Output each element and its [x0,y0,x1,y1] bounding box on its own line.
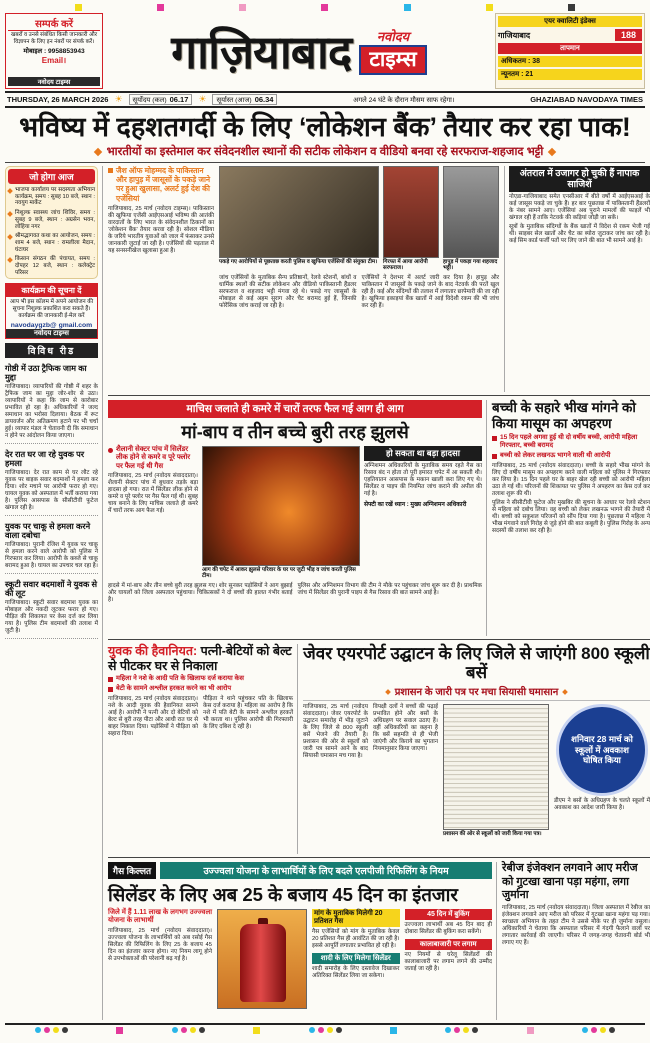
temperature-title: तापमान [498,43,642,54]
photo-caption: आग की चपेट में आकर झुलसे परिवार के घर पर जुटी भीड़ व जांच करती पुलिस टीम। [202,567,356,580]
registration-dot [336,1027,342,1033]
aqi-city: गाजियाबाद [498,30,531,40]
agenda-text: निशुल्क स्वास्थ्य जांच शिविर, समय : सुबह 9 बजे, स्थान : अग्रसेन भवन, लोहिया नगर [15,210,95,230]
registration-dot [199,1027,205,1033]
belt-body-col2: पीड़िता ने थाने पहुंचकर पति के खिलाफ केस दर्ज कराया है। महिला का आरोप है कि नशे में पति बेटी के सामने अश्लील हरकतें भी करता था। पुलिस आरोपी की गिरफ्तारी के लिए दबिश दे रही है। [203,696,293,730]
aqi-value-badge: 188 [615,29,642,41]
registration-dot [445,1027,451,1033]
contact-email-label: Email। [41,56,67,66]
lead-subhead [5,144,645,163]
belt-bullet-1 [108,675,293,683]
brand-logo [359,27,426,75]
lead-highlight-text: जैश ऑफ मोहम्मद के पाकिस्तान और हापुड़ में जासूसों के पकड़े जाने पर हुआ खुलासा, अलर्ट हुई देश की एजेंसियां [116,166,211,203]
gas-col-a [108,909,212,1009]
lead-photo-row [219,166,499,272]
lead-story [108,166,650,396]
third-band [108,644,650,858]
airport-headline: जेवर एयरपोर्ट उद्घाटन के लिए जिले से जाएंगी 800 स्कूली बसें [303,644,650,682]
square-bullet-icon [492,454,497,459]
diamond-icon [548,147,556,155]
agenda-text: श्रीमद्भागवत कथा का आयोजन, समय : शाम 4 बजे, स्थान : रामलीला मैदान, घंटाघर [15,233,95,253]
registration-dot [327,1027,333,1033]
fire-row [108,446,482,580]
gas-box2-body: नए नियमों से घरेलू सिलेंडरों की कालाबाजारी पर लगाम लगने की उम्मीद जताई जा रही है। [404,952,492,972]
diamond-icon [7,188,13,194]
letter-photo-wrap [443,704,549,837]
gas-headline: सिलेंडर के लिए अब 25 के बजाय 45 दिन का इंतजार [108,884,458,905]
belt-kicker: युवक की हैवानियत: [108,644,198,658]
fire-story [108,400,487,636]
sunset-time: 06.34 [254,95,274,104]
gas-banner: उज्ज्वला योजना के लाभार्थियों के लिए बदले एलपीजी रिफिलिंग के नियम [160,862,492,879]
registration-mark [157,4,164,11]
misc-reads-title: विविध रीड [5,343,98,358]
airport-body-col3: डीएम ने बसों के अधिग्रहण के चलते स्कूलों में अवकाश का आदेश जारी किया है। [554,798,650,811]
kidnap-headline: बच्ची के सहारे भीख मांगने को किया मासूम का अपहरण [492,400,636,431]
today-events-title: जो होगा आज [8,169,95,184]
contact-body: खबरों व उनसे संबंधित किसी जानकारी और विज्ञापन के लिए इन नंबरों पर संपर्क करें। [10,32,98,45]
masthead-header [5,13,645,89]
official-letter-photo [443,704,549,830]
fire-body-col1: गाजियाबाद, 25 मार्च (नवोदय संवाददाता)। शैलानी सेक्टर पांच में बुधवार तड़के बड़ा हादसा हो गया। रात में सिलेंडर लीक होने से कमरे व पूरे फ्लोर पर गैस फैल गई थी। सुबह चाय बनाने के लिए माचिस जलाते ही कमरे में चारों तरफ आग फैल गई। [108,473,198,515]
event-notice-body: आप भी इस कॉलम में अपने आयोजन की सूचना निशुल्क प्रकाशित करा सकते हैं। कार्यक्रम की जानकारी ई-मेल करें [9,299,94,319]
sidebar-article [5,578,98,639]
belt-text-columns [108,696,293,738]
sidebar-article-body: गाजियाबाद। देर रात काम से घर लौट रहे युवक पर बाइक सवार बदमाशों ने हमला कर दिया। शोर मचाने पर आरोपी फरार हो गए। घायल युवक को अस्पताल में भर्ती कराया गया है। पुलिस आसपास के सीसीटीवी फुटेज खंगाल रही है। [5,469,98,511]
registration-dot [454,1027,460,1033]
square-bullet-icon [108,677,113,682]
sidebar-article [5,448,98,516]
sidebar-article-headline: युवक पर चाकू से हमला करने वाला दबोचा [5,521,91,541]
today-events-box [5,166,98,279]
gas-top-row [108,862,492,879]
kidnap-story [492,400,650,636]
lead-body-col2: जांच एजेंसियों के मुताबिक सैन्य प्रतिष्ठानों, रेलवे स्टेशनों, बांधों व धार्मिक स्थलों की सटीक लोकेशन और वीडियो पाकिस्तानी हैंडलर सरफराज व शहजाद भट्टी मंगवा रहे थे। पकड़े गए जासूसों के मोबाइल से कई अहम सुराग और चैट बरामद हुई हैं, जिनकी फोरेंसिक जांच कराई जा रही है। [219,274,357,309]
temperature-max: अधिकतम : 38 [498,56,642,67]
gas-yellow-body: गैस एजेंसियों को मांग के मुताबिक केवल 20 प्रतिशत गैस ही आवंटित की जा रही है। इससे आपूर्ति लगातार प्रभावित हो रही है। [312,929,400,949]
second-band [108,400,650,640]
aqi-title: एयर क्वालिटी इंडेक्स [498,16,642,27]
registration-mark [527,1027,534,1034]
belt-body-col1: गाजियाबाद, 25 मार्च (नवोदय संवाददाता)। नशे के आदी युवक की हैवानियत सामने आई है। आरोपी ने पत्नी और दो बेटियों को बेल्ट से बुरी तरह पीटा और आधी रात घर से बाहर निकाल दिया। पड़ोसियों ने पीड़िता को सहारा दिया। [108,696,198,737]
sunset-icon: ☀ [198,94,207,104]
registration-dot [172,1027,178,1033]
cylinder-body-shape [240,924,286,1002]
registration-dot [44,1027,50,1033]
page-content [5,166,650,1020]
temperature-min: न्यूनतम : 21 [498,69,642,80]
main-column [108,166,650,1020]
lpg-cylinder-photo [217,909,307,1009]
lead-side-story [504,166,650,392]
bottom-band [108,862,650,1020]
cmyk-dot-group [172,1027,205,1033]
agenda-text: भाजपा कार्यालय पर सदस्यता अभियान कार्यक्रम, समय : सुबह 10 बजे, स्थान : नवयुग मार्केट [15,187,95,207]
diamond-icon [7,211,13,217]
square-bullet-icon [108,687,113,692]
square-bullet-icon [492,436,497,441]
event-notice-email: navodaygzb@ gmail.com [10,321,93,329]
kidnap-bullet-text: 15 दिन पहले अगवा हुई थी दो वर्षीय बच्ची, आरोपी महिला गिरफ्तार, बच्ची बरामद [500,434,638,449]
gas-col-b [312,909,400,1009]
sidebar-article [5,362,98,444]
holiday-badge-wrap [554,704,650,837]
gas-story [108,862,497,1020]
lead-photo-area [219,166,499,392]
fire-body-col3: पुलिस और अग्निशमन विभाग की टीम ने मौके पर पहुंचकर जांच शुरू कर दी है। प्राथमिक जांच में सिलेंडर की पुरानी पाइप से गैस रिसाव की बात सामने आई है। [297,582,482,596]
lead-headline: भविष्य में दहशतगर्दी के लिए ‘लोकेशन बैंक’ तैयार कर रहा पाक! [19,112,631,142]
photo-caption: पकड़े गए आरोपियों से पूछताछ करती पुलिस व खुफिया एजेंसियों की संयुक्त टीम। [219,259,378,265]
lead-subhead-text: भारतीयों का इस्तेमाल कर संवेदनशील स्थानों की सटीक लोकेशन व वीडियो बनवा रहे सरफराज-शहजाद भट्टी [106,146,544,158]
sidebar-article-headline: देर रात घर जा रहे युवक पर हमला [5,449,85,469]
sidebar-article-body: गाजियाबाद। व्यापारियों की गोष्ठी में शहर के ट्रैफिक जाम का मुद्दा जोर-शोर से उठा। व्यापारियों ने कहा कि जाम से कारोबार प्रभावित हो रहा है। अधिकारियों ने जल्द समाधान का भरोसा दिलाया। बैठक में रूट डायवर्जन और अतिक्रमण हटाने पर भी चर्चा हुई। व्यापार मंडल ने चेतावनी दी कि समाधान न होने पर आंदोलन किया जाएगा। [5,383,98,439]
diamond-icon [385,689,391,695]
diamond-icon [7,257,13,263]
list-item [8,233,95,253]
sunrise-icon: ☀ [114,94,123,104]
event-notice-box [5,283,98,338]
registration-dot [582,1027,588,1033]
belt-bullet-text: महिला ने नशे के आदी पति के खिलाफ दर्ज कराया केस [116,675,245,682]
dot-bullet-icon [108,448,113,453]
square-bullet-icon [108,168,113,173]
mugshot-photo-2 [443,166,499,258]
registration-mark [486,4,493,11]
event-notice-title: कार्यक्रम की सूचना दें [6,284,97,297]
weather-aqi-box [495,13,645,89]
registration-mark [116,1027,123,1034]
registration-dot [190,1027,196,1033]
aqi-row [498,29,642,41]
cylinder-photo-wrap [217,909,307,1009]
airport-body-col2: विपक्षी दलों ने बच्चों की पढ़ाई प्रभावित होने और बसों के अधिग्रहण पर सवाल उठाए हैं। वहीं अधिकारियों का कहना है कि बसें सहमति से ही भेजी जाएंगी और किराये का भुगतान नियमानुसार किया जाएगा। [373,704,438,752]
masthead-city-title: गाज़ियाबाद [171,26,352,78]
lead-highlight [108,166,214,203]
airport-body-col1: गाजियाबाद, 25 मार्च (नवोदय संवाददाता)। जेवर एयरपोर्ट के उद्घाटन समारोह में भीड़ जुटाने के लिए जिले से 800 स्कूली बसें भेजने की तैयारी है। प्रशासन की ओर से स्कूलों को जारी पत्र सामने आने के बाद सियासी घमासान मच गया है। [303,704,368,759]
gas-box2-title: कालाबाजारी पर लगाम [405,939,493,950]
belt-story [108,644,298,854]
registration-mark [390,1027,397,1034]
diamond-icon [7,234,13,240]
registration-dot [609,1027,615,1033]
event-notice-brand: नवोदय टाइम्स [6,329,97,338]
gas-red-note: जिले में हैं 1.11 लाख के लगभग उज्ज्वला योजना के लाभार्थी [108,909,213,925]
mugshot-photo-1 [383,166,439,258]
registration-dot [600,1027,606,1033]
gas-row [108,909,492,1009]
airport-subhead [303,682,650,701]
fire-side-box [364,446,482,580]
fire-bullet-column [108,446,198,580]
sunrise-label: सूर्योदय (कल) [132,97,167,104]
gas-box3-body: शादी समारोह के लिए दस्तावेज दिखाकर अतिरिक्त सिलेंडर लिया जा सकेगा। [312,966,400,979]
side-story-title: अंतराल में उजागर हो चुकी हैं नापाक साजिशें [509,166,650,192]
registration-dot [62,1027,68,1033]
registration-mark [321,4,328,11]
registration-dot [53,1027,59,1033]
airport-subhead-text: प्रशासन के जारी पत्र पर मचा सियासी घमासान [394,687,559,698]
registration-mark [253,1027,260,1034]
gas-kicker-tag: गैस किल्लत [108,862,156,879]
sidebar-article [5,520,98,574]
date-text: THURSDAY, 26 MARCH 2026 [7,95,109,104]
sidebar-article-headline: गोष्ठी में उठा ट्रैफिक जाम का मुद्दा [5,363,87,383]
gutkha-story [502,862,650,1020]
registration-mark [75,4,82,11]
lead-highlight-column [108,166,214,392]
belt-headline [108,644,293,673]
photo-caption: हापुड़ में पकड़ा गया शहजाद भट्टी। [443,259,498,272]
brand-logo-bottom: टाइम्स [359,45,426,75]
date-bar [5,91,645,108]
registration-mark [568,4,575,11]
masthead [108,13,490,89]
kidnap-body2: पुलिस ने सीसीटीवी फुटेज और मुखबिर की सूचना के आधार पर रेलवे स्टेशन से महिला को दबोच लिया। वह बच्ची को लेकर लखनऊ भागने की तैयारी में थी। बच्ची को सकुशल परिजनों को सौंप दिया गया है। पूछताछ में महिला ने भीख मंगवाने वाले गिरोह से जुड़े होने की बात कबूली है। पुलिस गिरोह के अन्य सदस्यों की तलाश कर रही है। [492,500,650,534]
sunrise-time: 06.17 [169,95,189,104]
airport-story [303,644,650,854]
fire-headline: मां-बाप व तीन बच्चे बुरी तरह झुलसे [181,422,409,442]
side-story-body: नोएडा-गाजियाबाद समेत एनसीआर में बीते वर्षों में आईएसआई के कई जासूस पकड़े जा चुके हैं। हर बार पूछताछ में पाकिस्तानी हैंडलरों के नंबर सामने आए। एजेंसियां अब पुराने मामलों की फाइलें भी खंगाल रही हैं ताकि नेटवर्क की कड़ियां जोड़ी जा सकें। [509,194,650,221]
contact-box [5,13,103,89]
diamond-icon [93,147,101,155]
airport-row [303,704,650,837]
cmyk-dot-group [309,1027,342,1033]
gas-box1-body: उज्ज्वला लाभार्थी अब 45 दिन बाद ही दोबारा सिलेंडर की बुकिंग करा सकेंगे। [404,922,492,935]
gas-box1-title: 45 दिन में बुकिंग [405,909,493,920]
registration-dot [318,1027,324,1033]
belt-bullet-2 [108,685,293,693]
brand-logo-top: नवोदय [376,29,410,44]
left-sidebar [5,166,103,1020]
sunset-chip [212,94,277,105]
fire-scene-photo [202,446,360,566]
registration-dot [463,1027,469,1033]
gas-box3-title: शादी के लिए मिलेगा सिलेंडर [312,953,400,964]
fire-body-col2: हादसे में मां-बाप और तीन बच्चे बुरी तरह झुलस गए। शोर सुनकर पड़ोसियों ने आग बुझाई और घायलों को जिला अस्पताल पहुंचाया। चिकित्सकों ने दो बच्चों की हालत गंभीर बताई है। [108,582,293,603]
fire-side-box-sign: सेफ्टी का रखें ध्यान : मुख्य अग्निशमन अधिकारी [364,502,467,508]
registration-dot [181,1027,187,1033]
sunrise-chip [129,94,193,105]
gutkha-body: गाजियाबाद, 25 मार्च (नवोदय संवाददाता)। जिला अस्पताल में रेबीज का इंजेक्शन लगवाने आए मरीज को परिसर में गुटखा खाना महंगा पड़ गया। स्वच्छता अभियान के तहत टीम ने उससे मौके पर ही जुर्माना वसूला। अधिकारियों ने चेताया कि अस्पताल परिसर में गंदगी फैलाने वालों पर लगातार कार्रवाई की जाएगी। परिसर में जगह-जगह चेतावनी बोर्ड भी लगाए गए हैं। [502,904,650,946]
agenda-text: किसान संगठन की पंचायत, समय : दोपहर 12 बजे, स्थान : कलेक्ट्रेट परिसर [15,256,95,276]
lead-body-col3: एजेंसियों ने देशभर में अलर्ट जारी कर दिया है। हापुड़ और पाकिस्तान में जासूसों के पकड़े जाने के बाद नेटवर्क की परतें खुल रही हैं। कई और संदिग्धों की तलाश में लगातार छापेमारी की जा रही है। खुफिया इकाइयां बैंक खातों में आई विदेशी रकम की भी जांच कर रही हैं। [361,274,499,309]
registration-dot [472,1027,478,1033]
photo-caption: प्रशासन की ओर से स्कूलों को जारी किया गया पत्र। [443,831,542,837]
registration-marks-top [5,2,645,12]
registration-mark [404,4,411,11]
fire-text-columns [108,583,482,604]
mugshot-2-wrap [443,166,499,272]
side-story-body2: सूत्रों के मुताबिक संदिग्धों के बैंक खातों में विदेश से रकम भेजी गई थी। साइबर सेल खातों और चैट का ब्योरा जुटाकर जांच कर रही है। कई सिम कार्ड फर्जी पतों पर लिए जाने की बात भी सामने आई है। [509,224,650,244]
holiday-badge: शनिवार 28 मार्च को स्कूलों में अवकाश घोषित किया [556,704,648,796]
mugshot-1-wrap [383,166,439,272]
kidnap-bullet-text: बच्ची को लेकर लखनऊ भागने वाली थी आरोपी [500,452,611,459]
lead-text-columns [219,275,499,310]
edition-text: GHAZIABAD NAVODAYA TIMES [530,95,643,104]
list-item [8,210,95,230]
photo-caption: गिरफ्त में आया आरोपी सरफराज। [383,259,428,272]
sidebar-article-headline: स्कूटी सवार बदमाशों ने युवक से की लूट [5,579,98,599]
kidnap-bullet-1 [492,434,650,450]
contact-brand: नवोदय टाइम्स [8,77,100,86]
gutkha-headline: रेबीज इंजेक्शन लगवाने आए मरीज को गुटखा खाना पड़ा महंगा, लगा जुर्माना [502,862,638,901]
list-item [8,256,95,276]
sidebar-article-body: गाजियाबाद। पुरानी रंजिश में युवक पर चाकू से हमला करने वाले आरोपी को पुलिस ने गिरफ्तार कर लिया। आरोपी के कब्जे से चाकू बरामद हुआ है। घायल का उपचार चल रहा है। [5,541,98,569]
gas-col-c [405,909,493,1009]
fire-banner: माचिस जलाते ही कमरे में चारों तरफ फैल गई आग ही आग [108,400,482,418]
fire-side-box-title: हो सकता था बड़ा हादसा [364,446,482,461]
fire-bullet-text: शैलानी सेक्टर पांच में सिलेंडर लीक होने से कमरे व पूरे फ्लोर पर फैल गई थी गैस [116,446,191,470]
registration-dot [591,1027,597,1033]
registration-marks-bottom [5,1025,645,1035]
diamond-icon [562,689,568,695]
contact-title: सम्पर्क करें [8,16,100,31]
fire-side-box-body: अग्निशमन अधिकारियों के मुताबिक समय रहते गैस का रिसाव बंद न होता तो पूरी इमारत चपेट में आ सकती थी। एहतियातन आसपास के मकान खाली करा लिए गए थे। सिलेंडर व पाइप की नियमित जांच कराने की अपील की गई है। [364,463,482,497]
sunset-label: सूर्यास्त (आज) [216,97,252,104]
gas-body-col1: गाजियाबाद, 25 मार्च (नवोदय संवाददाता)। उज्ज्वला योजना के लाभार्थियों को अब रसोई गैस सिलेंडर की रिफिलिंग के लिए 25 के बजाय 45 दिन का इंतजार करना होगा। नए नियम लागू होने से उपभोक्ताओं की परेशानी बढ़ गई है। [108,927,212,962]
registration-mark [239,4,246,11]
fire-bullet [108,446,198,471]
lead-body-col1: गाजियाबाद, 25 मार्च (नवोदय टाइम्स)। पाकिस्तान की खुफिया एजेंसी आईएसआई भविष्य की आतंकी वारदातों के लिए भारत के संवेदनशील ठिकानों का ‘लोकेशन बैंक’ तैयार करवा रही है। सोशल मीडिया के जरिये भारतीय युवाओं को जाल में फंसाकर उनसे जानकारी जुटाई जा रही है। एजेंसियों की पड़ताल में यह सनसनीखेज खुलासा हुआ है। [108,205,214,254]
lead-photo-group-wrap [219,166,379,272]
cmyk-dot-group [35,1027,68,1033]
registration-dot [35,1027,41,1033]
arrest-photo [219,166,379,258]
gas-yellow-head: मांग के मुताबिक मिलेगी 20 प्रतिशत गैस [312,909,400,927]
fire-photo-wrap [202,446,360,580]
forecast-text: अगले 24 घंटे के दौरान मौसम साफ रहेगा। [353,97,455,104]
contact-mobile: मोबाइल : 9958853943 [23,48,85,56]
list-item [8,187,95,207]
cmyk-dot-group [582,1027,615,1033]
cmyk-dot-group [445,1027,478,1033]
belt-headline-text: पत्नी-बेटियों को बेल्ट से पीटकर घर से निकाला [108,644,292,673]
kidnap-body: गाजियाबाद, 25 मार्च (नवोदय संवाददाता)। बच्ची के सहारे भीख मांगने के लिए दो वर्षीय मासूम का अपहरण करने वाली महिला को पुलिस ने गिरफ्तार कर लिया है। 15 दिन पहले घर के बाहर खेल रही बच्ची को आरोपी महिला उठा ले गई थी। परिजनों की शिकायत पर पुलिस ने अपहरण का केस दर्ज कर तलाश शुरू की थी। [492,463,650,497]
sidebar-article-body: गाजियाबाद। स्कूटी सवार बदमाश युवक का मोबाइल और नकदी लूटकर फरार हो गए। पीड़ित की शिकायत पर केस दर्ज कर लिया गया है। पुलिस टीम बदमाशों की तलाश में जुटी है। [5,599,98,634]
registration-dot [309,1027,315,1033]
kidnap-bullet-2 [492,452,650,460]
belt-bullet-text: बेटी के सामने अश्लील हरकत करने का भी आरोप [116,685,232,692]
